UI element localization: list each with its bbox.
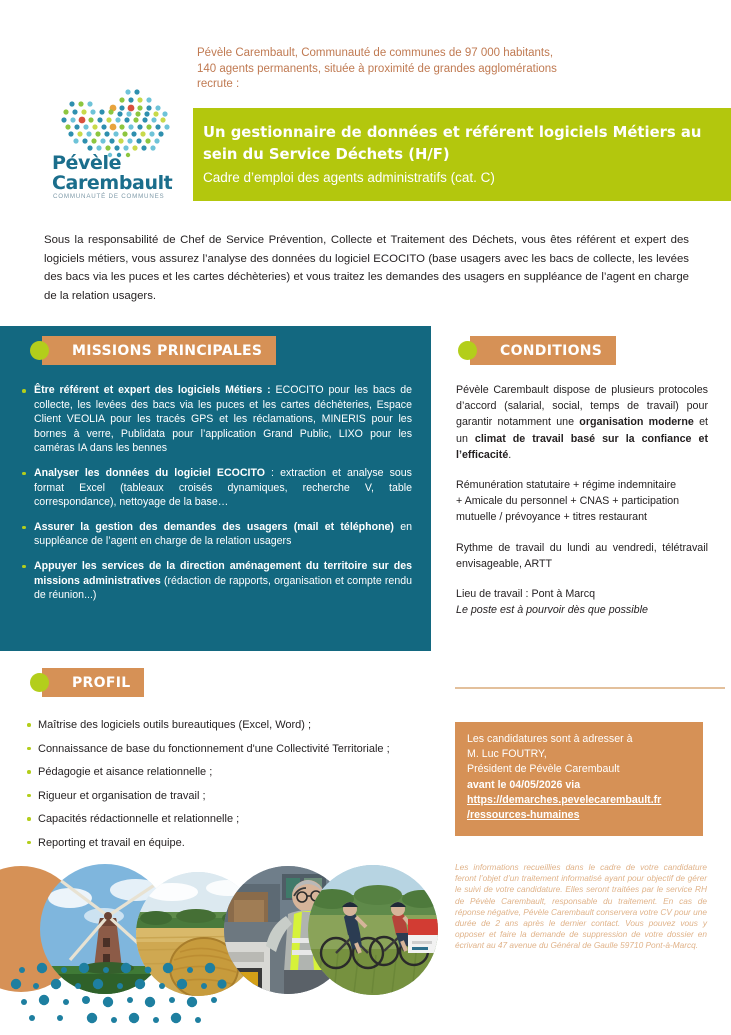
mission-item-bold: Être référent et expert des logiciels Métiers : <box>34 384 271 396</box>
job-intro-paragraph: Sous la responsabilité de Chef de Service Prévention, Collecte et Traitement des Déchets, vous êtes référent et expert des logiciels métiers, vous assurez l’analyse des données du logiciel ECOCITO (base usagers avec les bacs de collecte, les levées des bacs via les puces et les cartes déchèteries) et vous traitez les demandes des usagers en suppléance de l’agent en charge de la relation usagers. <box>44 234 689 302</box>
logo-subtitle: COMMUNAUTÉ DE COMMUNES <box>53 193 165 200</box>
apply-line-1: Les candidatures sont à adresser à <box>467 733 633 745</box>
conditions-text-bold-2: climat de travail basé sur la confiance et l’efficacité <box>456 432 708 461</box>
apply-contact-name: M. Luc FOUTRY, <box>467 748 547 761</box>
header-intro-line-2: 140 agents permanents, située à proximité de grandes agglomérations <box>197 62 557 75</box>
conditions-section-header <box>470 336 616 365</box>
bullet-dot-icon <box>30 341 49 360</box>
job-title: Un gestionnaire de données et référent logiciels Métiers au sein du Service Déchets (H/F) <box>203 124 702 163</box>
mission-item-bold: Analyser les données du logiciel ECOCITO <box>34 466 265 479</box>
list-item: Connaissance de base du fonctionnement d'une Collectivité Territoriale ; <box>25 742 425 756</box>
apply-deadline: avant le 04/05/2026 via <box>467 778 581 791</box>
decorative-dot-pattern <box>8 962 238 1034</box>
legal-privacy-notice: Les informations recueillies dans le cadre de votre candidature feront l’objet d’un traitement informatisé ayant pour objectif de gérer le suivi de votre candidature. Elles seront traitées par le service RH de Pévèle Carembault, responsable du traitement. En cas de réponse négative, Pévèle Carembault conservera votre CV pour une durée de 2 ans après le dernier contact. Vous pouvez vous y opposer et faire la demande de suppression de votre dossier en écrivant au 47 avenue du Général de Gaulle 59710 Pont-à-Marcq. <box>455 862 707 951</box>
list-item: Maîtrise des logiciels outils bureautiques (Excel, Word) ; <box>25 718 425 732</box>
profil-list <box>25 718 425 859</box>
list-item: Pédagogie et aisance relationnelle ; <box>25 765 425 779</box>
application-link[interactable]: https://demarches.pevelecarembault.fr <box>467 793 662 806</box>
mission-item-rest: ECOCITO pour les bacs de collecte, les levées des bacs via les puces et les cartes déchèteries, Espace Client VEOLIA pour les tracés GPS et les réclamations, MINERIS pour les bornes à verre, Publidata pour l’application Grand Public, LIXO pour les caméras IA dans les bennes <box>34 384 412 455</box>
divider <box>455 687 725 689</box>
mission-item-bold: Appuyer les services de la direction aménagement du territoire sur des missions administratives <box>34 559 412 587</box>
logo-dot-map-icon <box>52 88 186 160</box>
logo-name-line-2: Carembault <box>52 171 173 194</box>
conditions-body <box>456 382 708 618</box>
application-box <box>455 722 703 836</box>
mission-item-rest: (rédaction de rapports, organisation et compte rendu de réunion...) <box>34 574 412 602</box>
cyclists-photo <box>308 865 438 995</box>
conditions-paragraph-lieu <box>456 586 708 618</box>
conditions-text-end: . <box>508 448 512 461</box>
list-item <box>20 383 412 456</box>
mission-item-rest: : extraction et analyse sous format Excel (tableaux croisés dynamiques, recherche V, table correspondance), nettoyage de la base… <box>34 466 412 509</box>
header-intro-line-1: Pévèle Carembault, Communauté de communes de 97 000 habitants, <box>197 47 554 59</box>
conditions-text-mid: et un <box>456 416 708 445</box>
mission-item-rest: en suppléance de l’agent en charge de la relation usagers <box>34 520 412 548</box>
list-item <box>20 466 412 510</box>
mission-item-bold: Assurer la gestion des demandes des usagers (mail et téléphone) <box>34 520 394 533</box>
list-item: Capacités rédactionnelle et relationnelle ; <box>25 812 425 826</box>
availability-note: Le poste est à pourvoir dès que possible <box>456 604 648 617</box>
remuneration-line-1: Rémunération statutaire + régime indemnitaire <box>456 479 677 492</box>
conditions-text-pre: Pévèle Carembault dispose de plusieurs protocoles d’accord (salarial, social, temps de travail) pour garantir notamment une <box>456 384 708 429</box>
missions-list <box>20 383 412 613</box>
list-item: Rigueur et organisation de travail ; <box>25 789 425 803</box>
conditions-paragraph-protocols <box>456 382 708 463</box>
header-intro-text <box>197 46 722 93</box>
logo-name-line-1: Pévèle <box>52 152 122 174</box>
logo <box>44 88 194 206</box>
remuneration-line-3: mutuelle / prévoyance + titres restaurant <box>456 511 647 524</box>
bullet-dot-icon <box>30 673 49 692</box>
remuneration-line-2: + Amicale du personnel + CNAS + participation <box>456 495 680 508</box>
logo-name <box>52 154 192 193</box>
missions-section-label: MISSIONS PRINCIPALES <box>72 342 263 359</box>
job-grade: Cadre d’emploi des agents administratifs (cat. C) <box>203 170 495 185</box>
conditions-paragraph-remuneration <box>456 477 708 526</box>
list-item: Reporting et travail en équipe. <box>25 836 425 850</box>
conditions-text-bold-1: organisation moderne <box>579 416 694 429</box>
apply-contact-role: Président de Pévèle Carembault <box>467 763 620 776</box>
conditions-section-label: CONDITIONS <box>500 342 603 359</box>
profil-section-label: PROFIL <box>72 674 131 691</box>
missions-section-header <box>42 336 276 365</box>
profil-section-header <box>42 668 144 697</box>
work-location: Lieu de travail : Pont à Marcq <box>456 588 596 601</box>
cyclists-photo-art <box>308 865 438 995</box>
job-title-band <box>193 108 731 201</box>
conditions-paragraph-rythme: Rythme de travail du lundi au vendredi, télétravail envisageable, ARTT <box>456 541 708 570</box>
application-link-continued[interactable]: /ressources-humaines <box>467 809 580 822</box>
header-intro-line-3: recrute : <box>197 78 240 91</box>
race-sign <box>408 919 438 953</box>
bullet-dot-icon <box>458 341 477 360</box>
list-item <box>20 520 412 549</box>
list-item <box>20 559 412 603</box>
